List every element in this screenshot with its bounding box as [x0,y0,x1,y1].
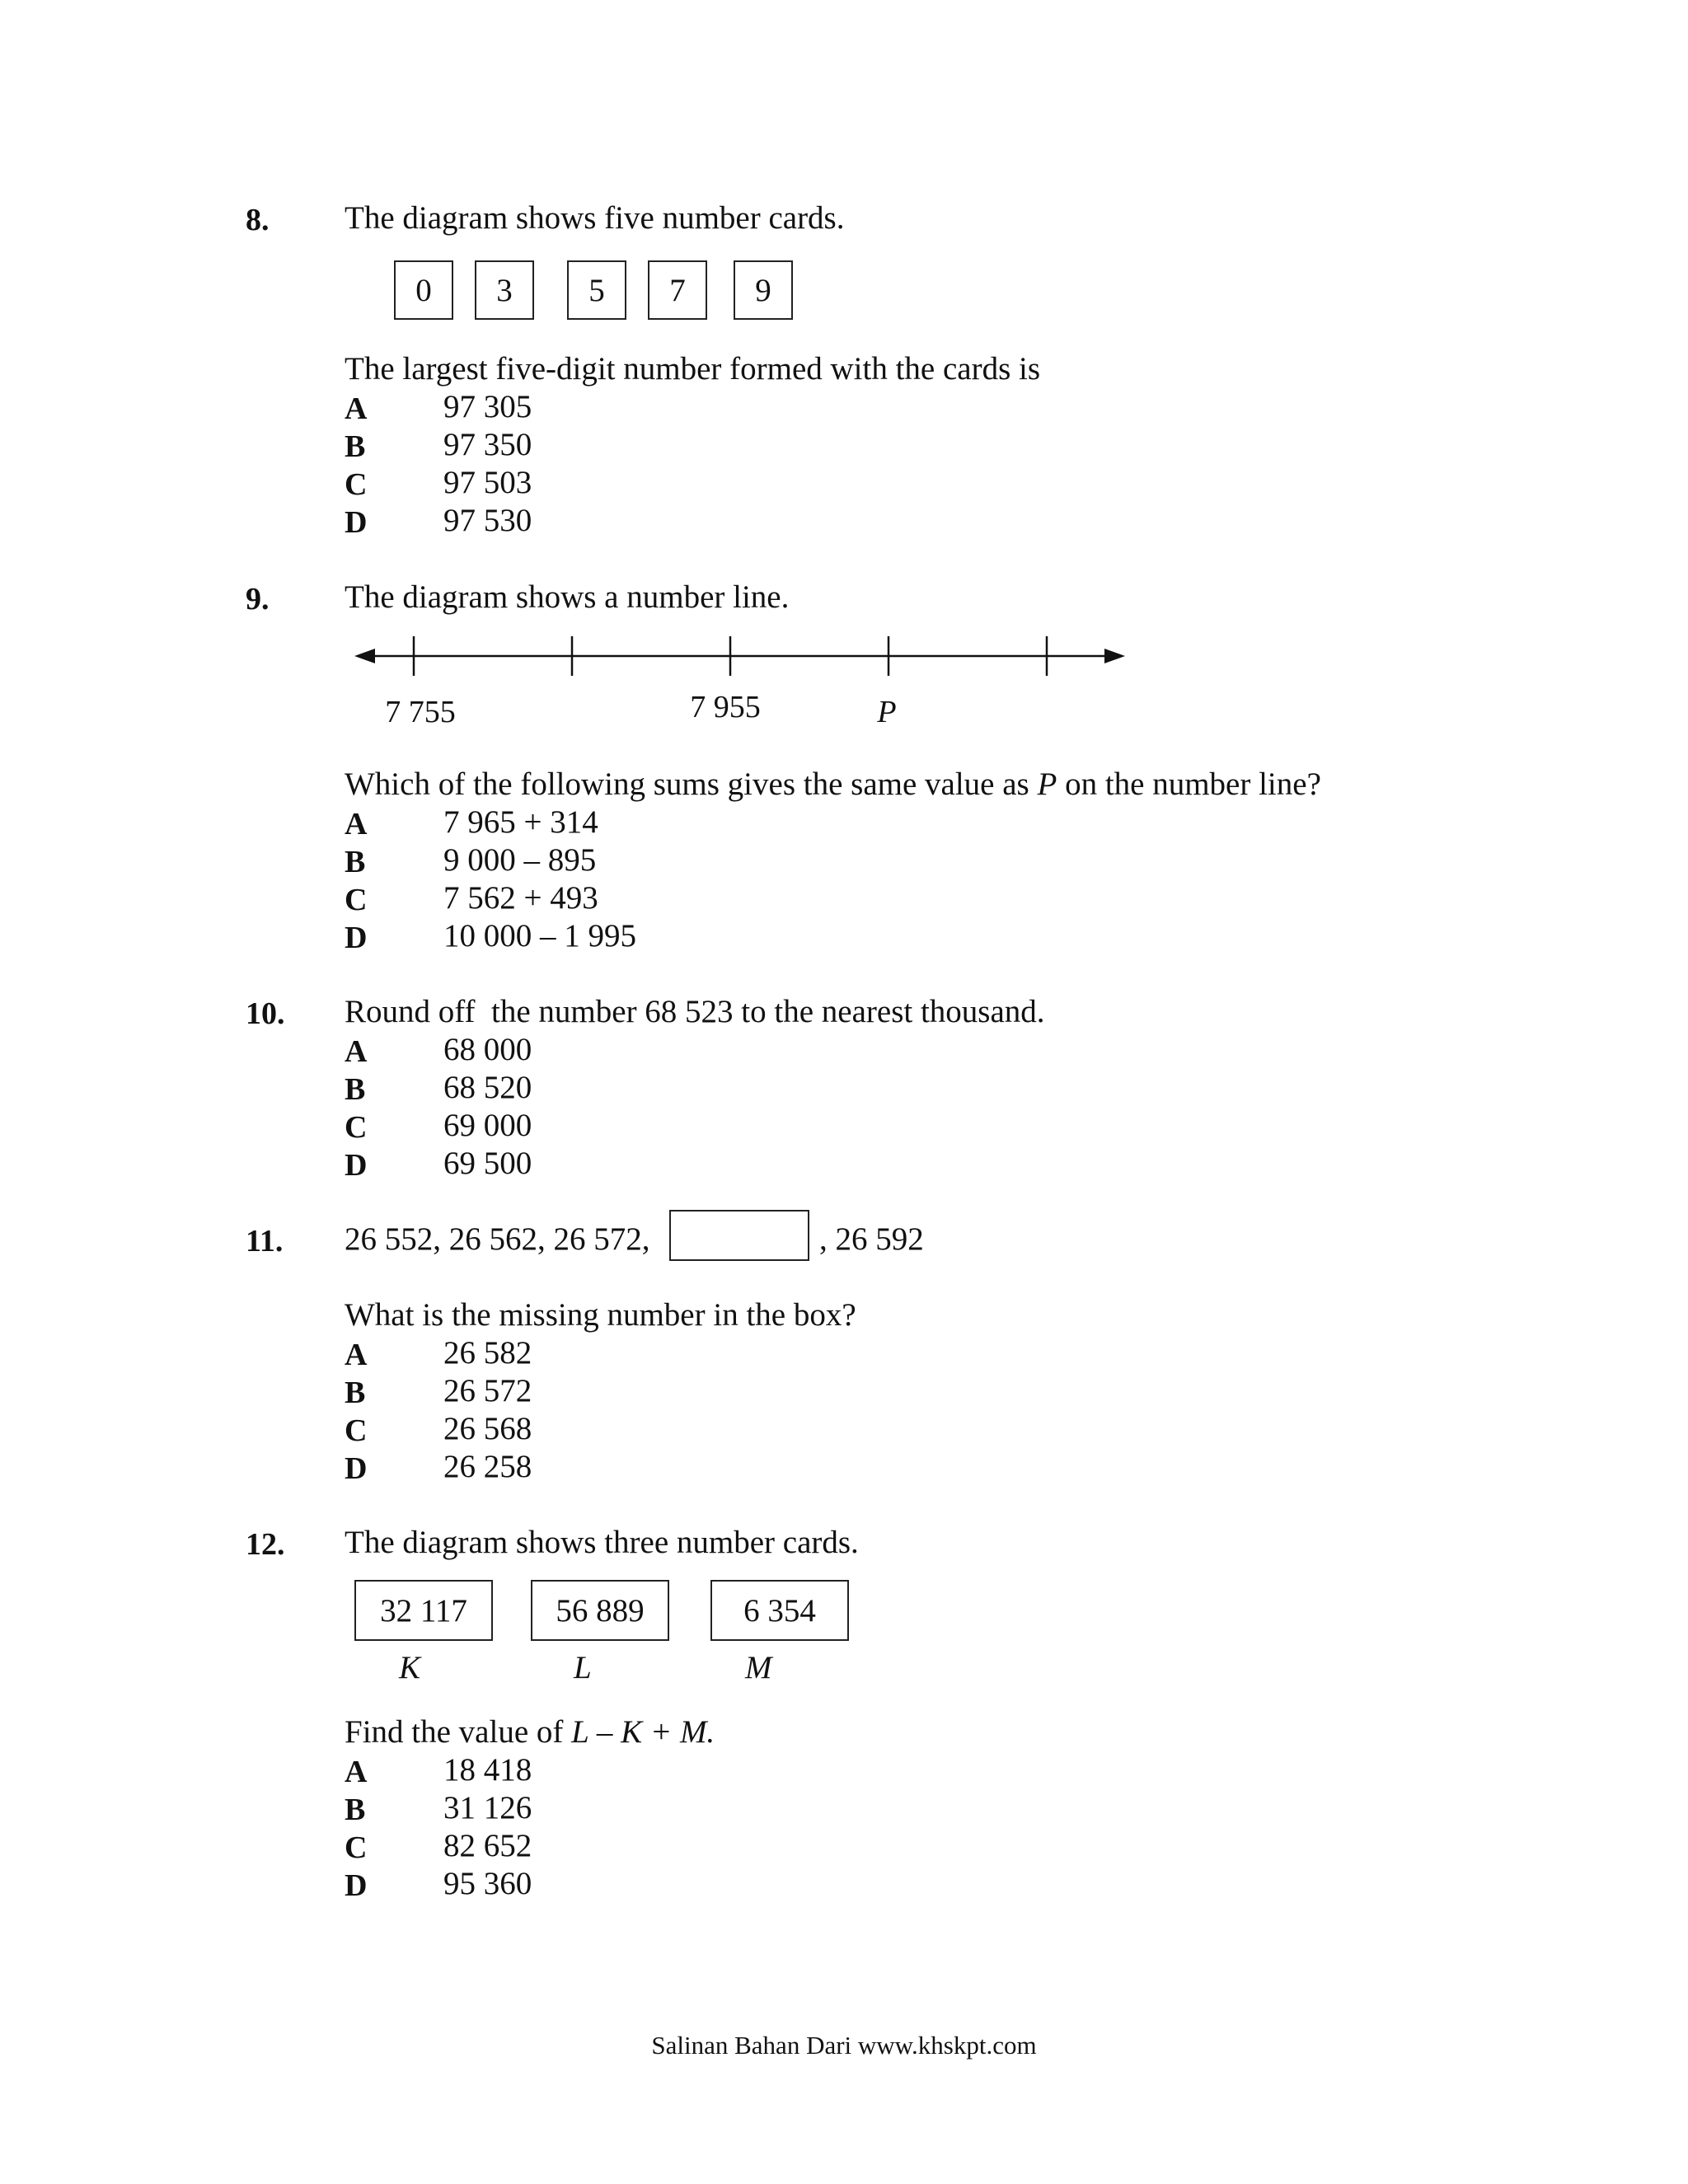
question-stem: What is the missing number in the box? [345,1297,856,1333]
option-text: 31 126 [443,1790,532,1825]
option-text: 18 418 [443,1752,532,1788]
option-text: 7 965 + 314 [443,804,598,840]
arrow-right-icon [1104,649,1125,663]
option-text: 69 500 [443,1146,532,1181]
number-card: 0 [394,260,453,320]
option-letter: C [345,1413,368,1448]
tick-label: 7 955 [690,690,761,724]
number-card: 56 889 [531,1580,669,1641]
option-letter: C [345,1830,368,1865]
number-card: 9 [734,260,793,320]
option-text: 9 000 – 895 [443,842,597,878]
number-line [338,626,1137,733]
option-letter: D [345,1451,368,1486]
option-letter: D [345,921,368,955]
option-letter: B [345,1793,366,1827]
option-text: 97 503 [443,465,532,500]
option-text: 26 582 [443,1335,532,1371]
option-letter: D [345,505,368,540]
option-text: 10 000 – 1 995 [443,918,636,954]
option-text: 26 568 [443,1411,532,1446]
question-prompt: The diagram shows a number line. [345,579,790,615]
tick-label-variable: P [877,695,897,729]
missing-number-box [669,1210,809,1261]
option-letter: B [345,429,366,464]
question-number: 8. [246,203,270,237]
question-prompt: The diagram shows five number cards. [345,200,845,236]
option-text: 69 000 [443,1108,532,1143]
card-label: M [745,1650,772,1685]
number-card: 3 [475,260,534,320]
arrow-left-icon [354,649,375,663]
page-footer: Salinan Bahan Dari www.khskpt.com [651,2031,1037,2060]
number-card: 32 117 [354,1580,493,1641]
option-text: 26 572 [443,1373,532,1408]
option-letter: A [345,807,368,841]
question-stem: The largest five-digit number formed with the cards is [345,351,1041,387]
option-letter: C [345,883,368,917]
question-number: 9. [246,582,270,616]
option-letter: A [345,1034,368,1069]
question-prompt: Round off the number 68 523 to the nearest thousand. [345,994,1045,1029]
option-letter: A [345,1338,368,1372]
option-letter: C [345,1110,368,1145]
question-number: 12. [246,1527,285,1562]
option-text: 95 360 [443,1866,532,1901]
option-text: 97 305 [443,389,532,424]
question-number: 11. [246,1224,284,1258]
number-card: 7 [648,260,707,320]
question-stem: Which of the following sums gives the same value as P on the number line? [345,766,1321,802]
option-text: 97 350 [443,427,532,462]
option-letter: A [345,391,368,426]
card-label: L [574,1650,592,1685]
option-text: 68 000 [443,1032,532,1067]
sequence-text: 26 552, 26 562, 26 572, [345,1221,650,1257]
option-letter: D [345,1868,368,1903]
option-letter: B [345,845,366,879]
question-stem: Find the value of L – K + M. [345,1714,715,1750]
option-letter: B [345,1072,366,1107]
number-card: 6 354 [710,1580,849,1641]
card-label: K [399,1650,421,1685]
option-text: 68 520 [443,1070,532,1105]
number-card: 5 [567,260,626,320]
option-letter: D [345,1148,368,1183]
option-text: 26 258 [443,1449,532,1484]
option-letter: A [345,1755,368,1789]
option-text: 7 562 + 493 [443,880,598,916]
tick-label: 7 755 [385,695,456,729]
option-text: 82 652 [443,1828,532,1863]
question-number: 10. [246,996,285,1031]
sequence-text: , 26 592 [819,1221,924,1257]
question-prompt: The diagram shows three number cards. [345,1525,859,1560]
option-letter: C [345,467,368,502]
option-text: 97 530 [443,503,532,538]
option-letter: B [345,1376,366,1410]
